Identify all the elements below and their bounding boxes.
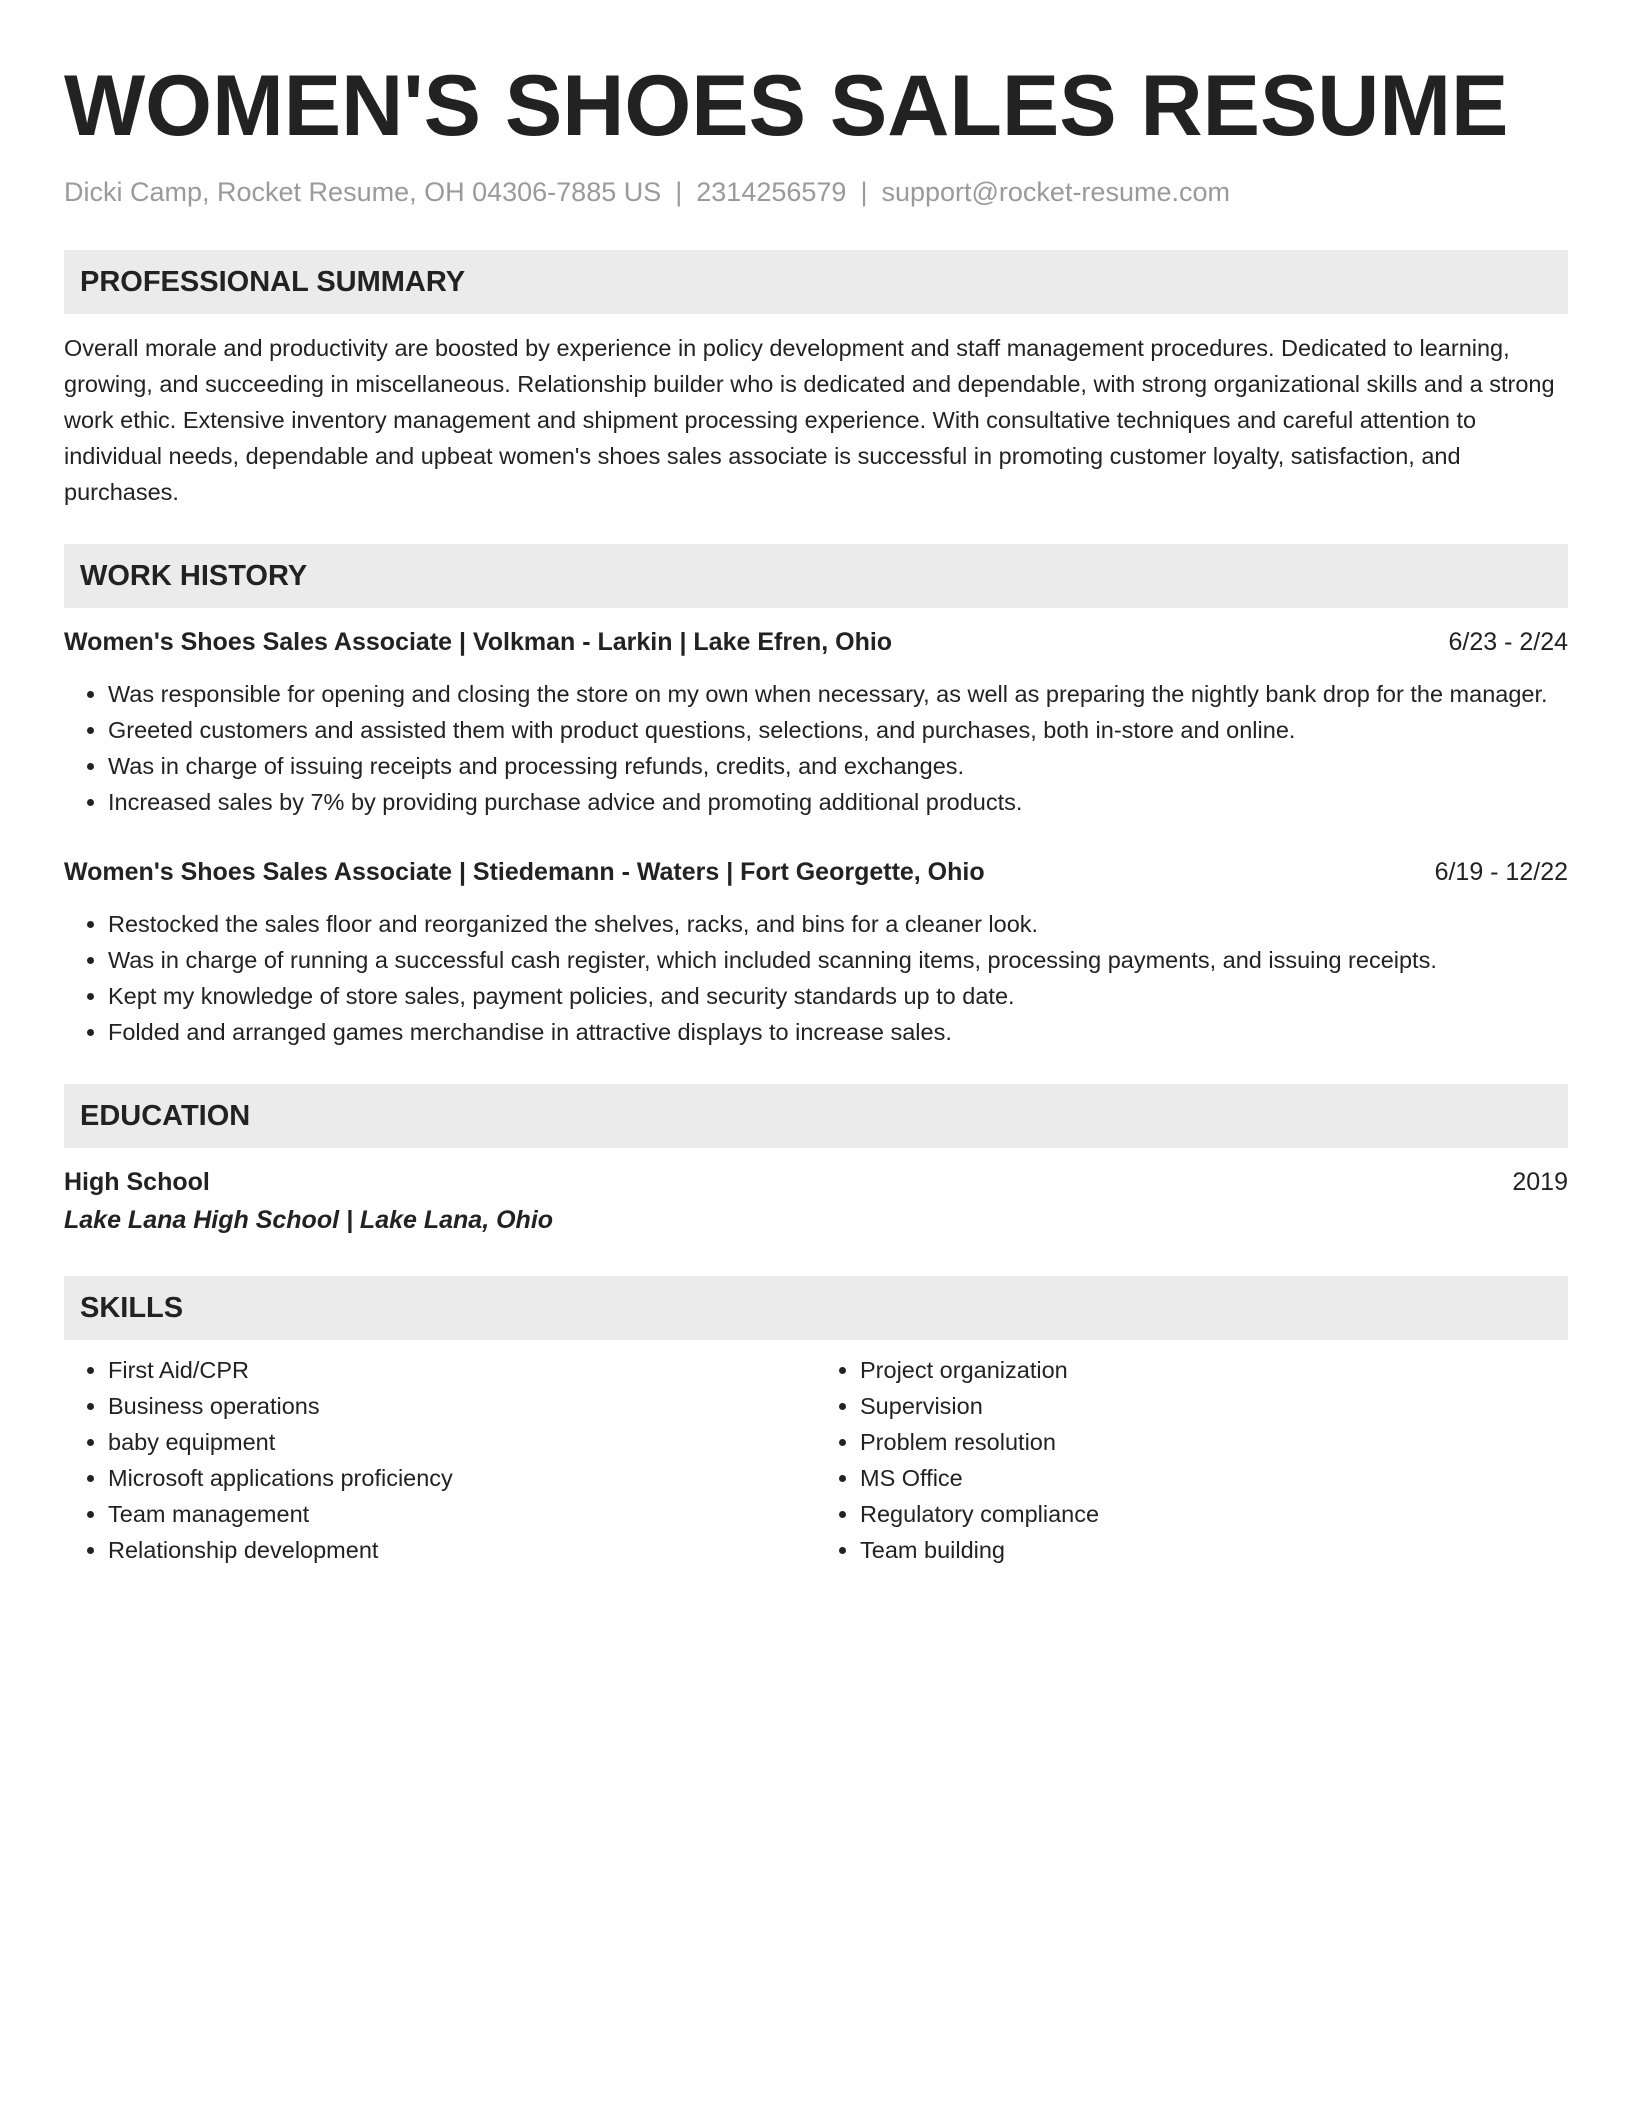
list-item: • First Aid/CPR bbox=[108, 1352, 816, 1388]
education-school: Lake Lana High School | Lake Lana, Ohio bbox=[64, 1206, 554, 1234]
list-item: • Restocked the sales floor and reorganized the shelves, racks, and bins for a cleaner look. bbox=[108, 906, 1568, 942]
list-item: • Business operations bbox=[108, 1388, 816, 1424]
section-header-education: EDUCATION bbox=[64, 1084, 1568, 1148]
section-header-summary: PROFESSIONAL SUMMARY bbox=[64, 250, 1568, 314]
section-header-skills: SKILLS bbox=[64, 1276, 1568, 1340]
list-item: • Kept my knowledge of store sales, payment policies, and security standards up to date. bbox=[108, 978, 1568, 1014]
contact-phone: 2314256579 bbox=[696, 177, 847, 207]
contact-separator: | bbox=[675, 177, 683, 207]
job-dates: 6/19 - 12/22 bbox=[1434, 858, 1568, 886]
job-header bbox=[64, 624, 1568, 660]
summary-text: Overall morale and productivity are boosted by experience in policy development and staff management procedures. Dedicated to learning, growing, and succeeding in miscellaneous. Relationship builder who is dedicated and dependable, with strong organizational skills and a strong work ethic. Extensive inventory management and shipment processing experience. With consultative techniques and careful attention to individual needs, dependable and upbeat women's shoes sales associate is successful in promoting customer loyalty, satisfaction, and purchases. bbox=[64, 335, 1555, 505]
skills-list bbox=[64, 1352, 1568, 1568]
list-item: • baby equipment bbox=[108, 1424, 816, 1460]
job-title: Women's Shoes Sales Associate | Stiedemann - Waters | Fort Georgette, Ohio bbox=[64, 858, 985, 886]
education-year: 2019 bbox=[1512, 1168, 1568, 1196]
list-item: • Problem resolution bbox=[860, 1424, 1568, 1460]
job-bullets bbox=[64, 906, 1568, 1050]
list-item: • MS Office bbox=[860, 1460, 1568, 1496]
education-header bbox=[64, 1164, 1568, 1200]
list-item: • Increased sales by 7% by providing purchase advice and promoting additional products. bbox=[108, 784, 1568, 820]
section-header-work-history: WORK HISTORY bbox=[64, 544, 1568, 608]
contact-separator: | bbox=[860, 177, 868, 207]
list-item: • Was responsible for opening and closing the store on my own when necessary, as well as preparing the nightly bank drop for the manager. bbox=[108, 676, 1568, 712]
education-degree: High School bbox=[64, 1168, 210, 1196]
job-bullets bbox=[64, 676, 1568, 820]
education-entry bbox=[64, 1164, 1568, 1238]
list-item: • Regulatory compliance bbox=[860, 1496, 1568, 1532]
resume-title: WOMEN'S SHOES SALES RESUME bbox=[64, 58, 1509, 154]
contact-address: Dicki Camp, Rocket Resume, OH 04306-7885 US bbox=[64, 177, 662, 207]
job-header bbox=[64, 854, 1568, 890]
list-item: • Relationship development bbox=[108, 1532, 816, 1568]
list-item: • Microsoft applications proficiency bbox=[108, 1460, 816, 1496]
list-item: • Project organization bbox=[860, 1352, 1568, 1388]
skills-column-right bbox=[816, 1352, 1568, 1568]
list-item: • Was in charge of running a successful cash register, which included scanning items, processing payments, and issuing receipts. bbox=[108, 942, 1568, 978]
list-item: • Team building bbox=[860, 1532, 1568, 1568]
job-entry bbox=[64, 624, 1568, 820]
list-item: • Team management bbox=[108, 1496, 816, 1532]
list-item: • Was in charge of issuing receipts and processing refunds, credits, and exchanges. bbox=[108, 748, 1568, 784]
list-item: • Supervision bbox=[860, 1388, 1568, 1424]
contact-email[interactable]: support@rocket-resume.com bbox=[881, 177, 1230, 207]
list-item: • Folded and arranged games merchandise in attractive displays to increase sales. bbox=[108, 1014, 1568, 1050]
job-dates: 6/23 - 2/24 bbox=[1448, 628, 1568, 656]
skills-column-left bbox=[64, 1352, 816, 1568]
list-item: • Greeted customers and assisted them with product questions, selections, and purchases, both in-store and online. bbox=[108, 712, 1568, 748]
job-title: Women's Shoes Sales Associate | Volkman - Larkin | Lake Efren, Ohio bbox=[64, 628, 893, 656]
job-entry bbox=[64, 854, 1568, 1050]
contact-line bbox=[64, 174, 1568, 210]
